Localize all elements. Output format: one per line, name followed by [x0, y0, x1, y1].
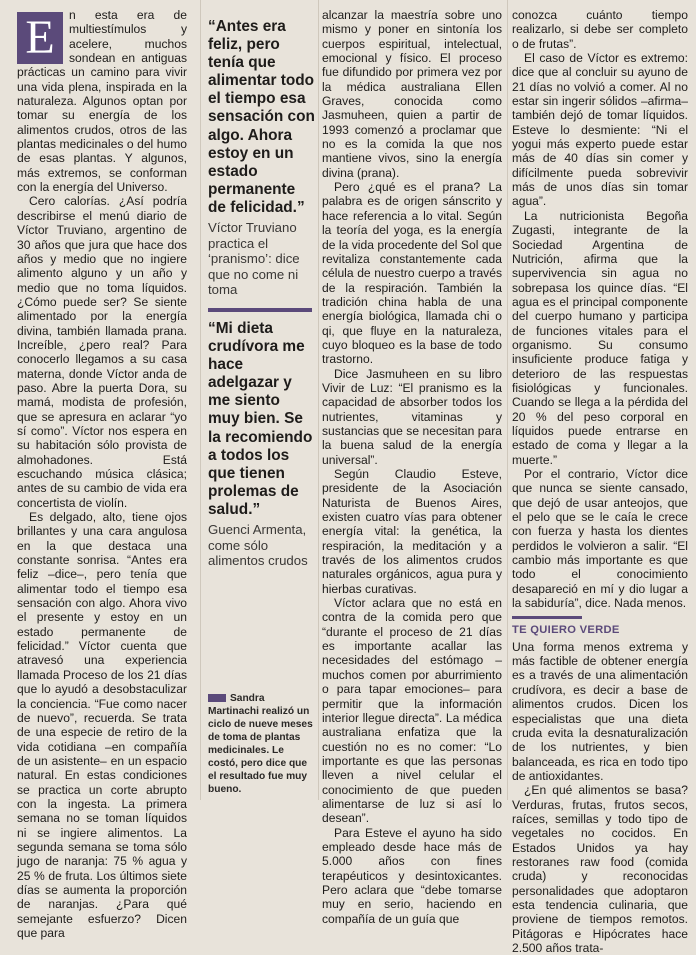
- pull-quote-2: “Mi dieta crudívora me hace adelgazar y me siento muy bien. Se la recomiendo a todos los que tienen prolemas de salud.”: [208, 320, 313, 518]
- body-paragraph: La nutricionista Begoña Zugasti, integrante de la Sociedad Argentina de Nutrición, afirma que la supervivencia sin agua no sobrepasa los quince días. “El agua es el principal componente del cuerpo humano y participa de funciones vitales para el organismo. Su consumo insuficiente produce fatiga y deterioro de las respuestas fisiológicas y funcionales. Cuando se llega a la pérdida del 20 % del peso corporal en líquidos puede entrarse en estado de coma y llegar a la muerte.”: [512, 208, 688, 467]
- body-paragraph: Una forma menos extrema y más factible de obtener energía es a través de una alimentación crudívora, es decir a base de alimentos crudos. Dicen los especialistas que una dieta cruda evita la desnaturalización de los nutrientes, y bien balanceada, es rica en todo tipo de antioxidantes.: [512, 639, 688, 783]
- body-paragraph: ¿En qué alimentos se basa? Verduras, frutas, frutos secos, raíces, semillas y todo tipo de vegetales no cocidos. En Estados Unidos ya hay restoranes raw food (comida cruda) y reconocidas personalidades que adoptaron esta tendencia culinaria, que proviene de tiempos remotos. Pitágoras e Hipócrates hace 2.500 años trata-: [512, 783, 688, 955]
- body-paragraph: conozca cuánto tiempo realizarlo, si debe ser completo o de frutas”.: [512, 8, 688, 51]
- body-paragraph: Víctor aclara que no está en contra de la comida pero que “durante el proceso de 21 días es importante acallar las necesidades del estómago –muchos comen por aburrimiento o para tapar emociones– para permitir que la información interior llegue directa”. La médica australiana enfatiza que la cuestión no es no comer: “Lo importante es que las personas lleven a nivel celular el conocimiento de que pueden alimentarse de luz si así lo desean”.: [322, 596, 502, 826]
- body-paragraph: alcanzar la maestría sobre uno mismo y poner en sintonía los cuerpos espiritual, intelectual, emocional y físico. El proceso fue difundido por primera vez por la médica australiana Ellen Graves, conocida como Jasmuheen, quien a partir de 1993 comenzó a proclamar que no es la comida la que nos mantiene vivos, sino la energía divina (prana).: [322, 8, 502, 180]
- photo-caption: Sandra Martinachi realizó un ciclo de nueve meses de toma de plantas medicinales. Le costó, pero dice que el resultado fue muy bueno.: [208, 693, 313, 795]
- pull-quotes-column: [208, 18, 315, 569]
- body-paragraph: Para Esteve el ayuno ha sido empleado desde hace más de 5.000 años con fines terapéuticos y desintoxicantes. Pero aclara que “debe tomarse muy en serio, haciendo en compañía de un guía que: [322, 825, 502, 926]
- caption-marker: [208, 694, 226, 702]
- quote-divider: [208, 308, 312, 312]
- pull-quote-2-attribution: Guenci Armenta, come sólo alimentos crudos: [208, 522, 308, 569]
- section-subheading: TE QUIERO VERDE: [512, 616, 582, 637]
- body-paragraph: Cero calorías. ¿Así podría describirse el menú diario de Víctor Truviano, argentino de 30 años que jura que hace dos años y medio que no ingiere alimento alguno y un año y medio que no toma líquidos. ¿Cómo puede ser? Se siente alimentado por la energía divina, también llamada prana. Increíble, ¿pero real? Para conocerlo llegamos a su casa materna, donde Víctor anda de paso. Abre la puerta Dora, su mamá, modista de profesión, que se apresura en aclarar “yo sí como”. Víctor nos espera en su habitación sólo provista de almohadones. Está escuchando música clásica; antes de su cambio de vida era concertista de violín.: [17, 194, 187, 510]
- body-paragraph: Pero ¿qué es el prana? La palabra es de origen sánscrito y hace referencia a lo vital. Según la teoría del yoga, es la energía de la vida procedente del Sol que revitaliza constantemente cada célula de nuestro cuerpo a través de la respiración. También la tradición china habla de una energía biológica, llamada chi o qi, que fluye en la naturaleza, cuyo bloqueo es la base de todo trastorno.: [322, 180, 502, 367]
- drop-cap: E: [17, 12, 63, 64]
- pull-quote-1-attribution: Víctor Truviano practica el ‘pranismo’: dice que no come ni toma: [208, 220, 300, 298]
- column-4: [512, 8, 688, 955]
- pull-quote-1: “Antes era feliz, pero tenía que alimentar todo el tiempo esa sensación con algo. Ahora estoy en un estado permanente de felicidad.”: [208, 18, 315, 216]
- body-paragraph: Es delgado, alto, tiene ojos brillantes y una cara angulosa en la que destaca una constante sonrisa. “Antes era feliz –dice–, pero tenía que alimentar todo el tiempo esa sensación con algo. Ahora vivo el presente y estoy en un estado permanente de felicidad.” Víctor cuenta que atravesó una experiencia llamada Proceso de los 21 días que lo ayudó a desobstaculizar la conciencia. “Fue como nacer de nuevo”, recuerda. Se trata de una especie de retiro de la vida cotidiana –en compañía de un asistente– en un espacio natural. En estas condiciones se practica un corte abrupto con la ingesta. La primera semana no se toman líquidos ni se ingiere alimentos. La segunda semana se toma sólo jugo de naranja: 75 % agua y 25 % de fruta. Los últimos siete días se aumenta la proporción de naranjas. ¿Para qué semejante esfuerzo? Dicen que para: [17, 510, 187, 940]
- body-paragraph: Dice Jasmuheen en su libro Vivir de Luz: “El pranismo es la capacidad de absorber todos los nutrientes, vitaminas y sustancias que se necesitan para la buena salud de la energía universal”.: [322, 366, 502, 467]
- column-1: [17, 8, 187, 940]
- body-paragraph: Según Claudio Esteve, presidente de la Asociación Naturista de Buenos Aires, existen cuatro vías para obtener energía vital: la genética, la respiración, la meditación y a través de los alimentos crudos naturales orgánicos, agua pura y hierbas curativas.: [322, 467, 502, 596]
- column-3: [322, 8, 502, 926]
- intro-paragraph: E n esta era de multiestímulos y acelere, muchos sondean en antiguas prácticas un camino para vivir una vida plena, inspirada en la naturaleza. Algunos optan por tomar su energía de los alimentos crudos, otros de las plantas medicinales o del humo de esas plantas. Y algunos, más extremos, se conforman con la energía del Universo.: [17, 8, 187, 195]
- body-paragraph: El caso de Víctor es extremo: dice que al concluir su ayuno de 21 días no volvió a comer. Al no estar sin ingerir sólidos –afirma– también dejó de tomar líquidos. Esteve lo desmiente: “Ni el yogui más experto puede estar más de 40 días sin comer y difícilmente pueda sobrevivir más de unos días sin tomar agua”.: [512, 51, 688, 209]
- body-paragraph: Por el contrario, Víctor dice que nunca se siente cansado, que dejó de usar anteojos, que el pelo que se le caía le crece con fuerza y hasta los dientes perdidos le volvieron a salir. “El cambio más importante es que todo el conocimiento desapareció en mí y dio lugar a la sabiduría”, dice. Nada menos.: [512, 467, 688, 611]
